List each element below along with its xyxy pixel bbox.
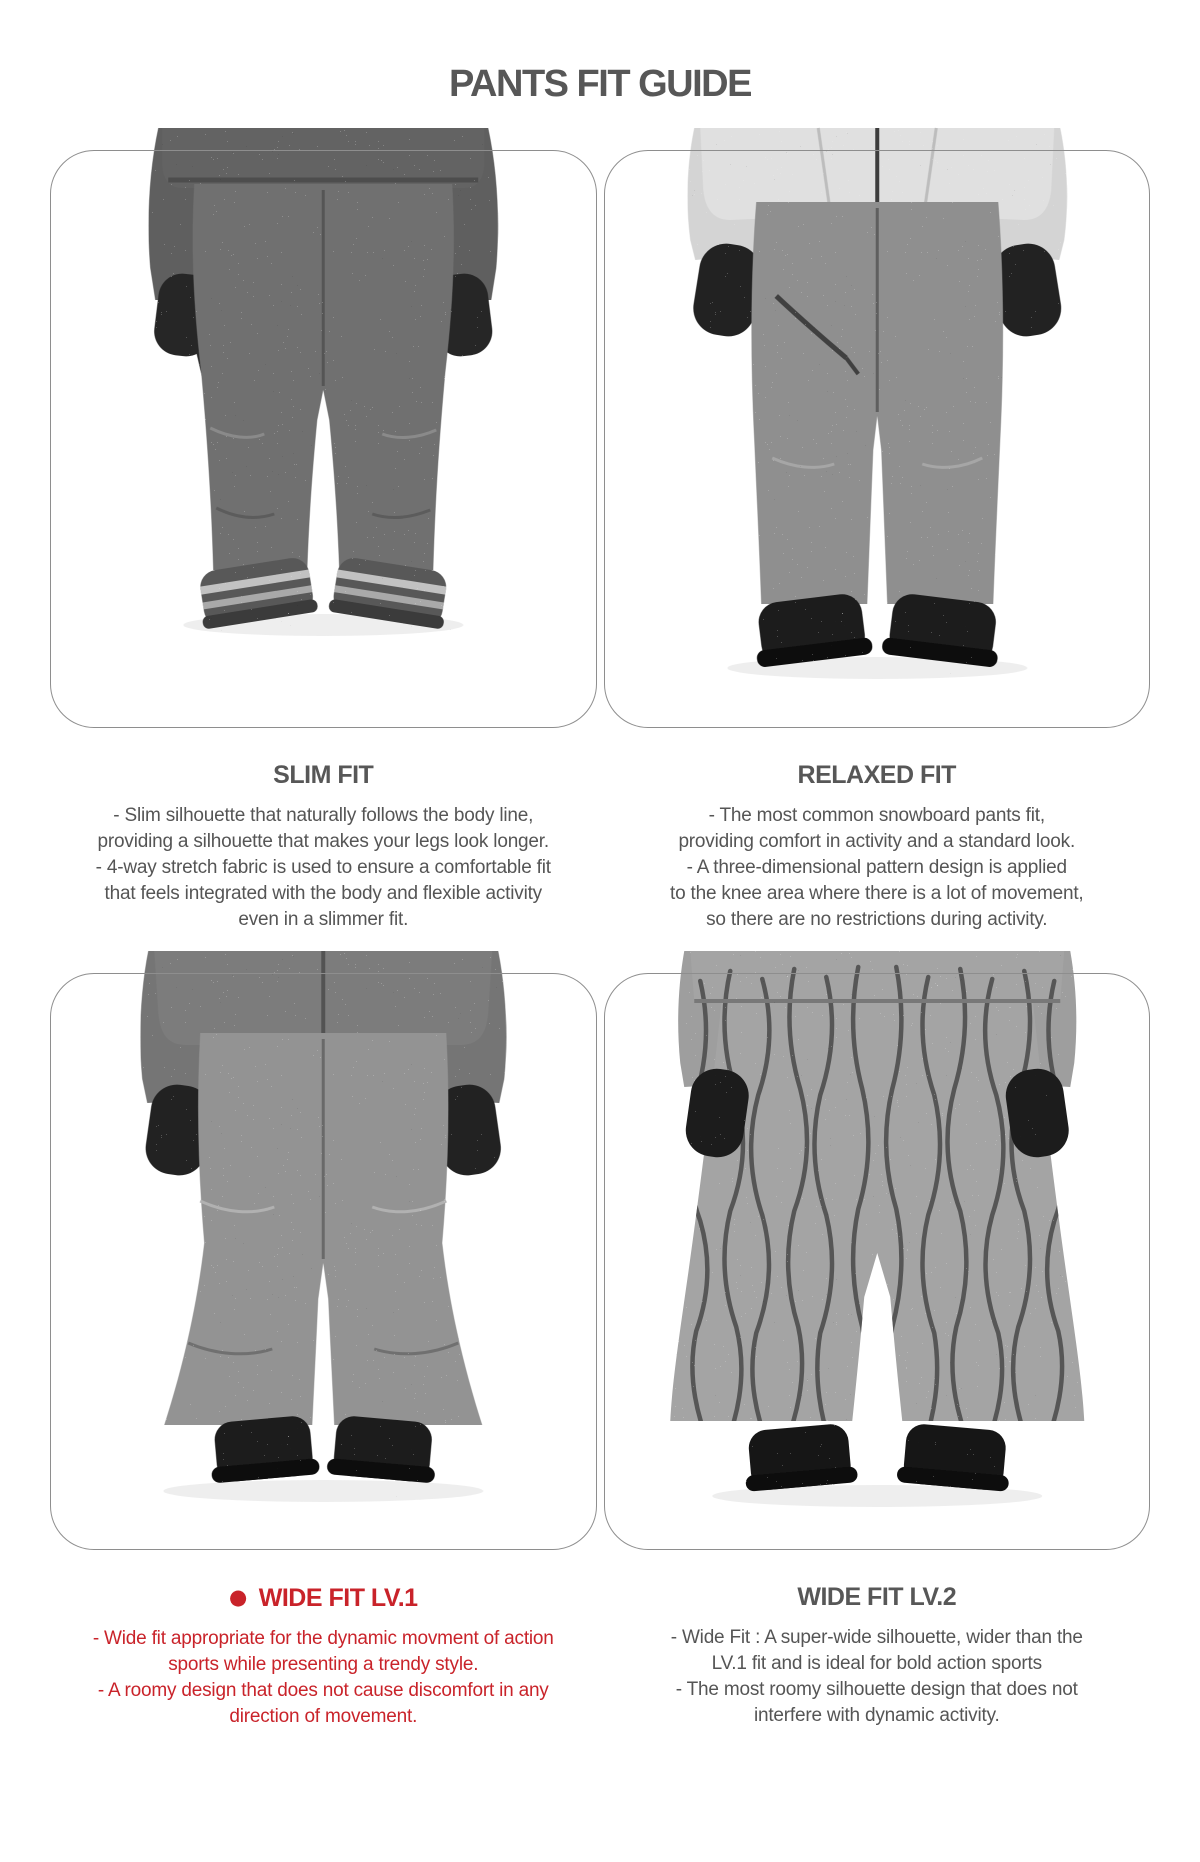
caption-slim-fit — [50, 728, 597, 973]
description-line: - Wide Fit : A super-wide silhouette, wider than the — [670, 1627, 1083, 1648]
description-line: interfere with dynamic activity. — [753, 1705, 1000, 1726]
photo-card-wide-fit-lv2 — [604, 973, 1151, 1550]
description-slim-fit — [50, 803, 597, 933]
wide-fit-lv1-photo — [50, 951, 597, 1551]
slim-pants — [193, 184, 454, 570]
caption-relaxed-fit — [604, 728, 1151, 973]
description-line: sports while presenting a trendy style. — [168, 1654, 479, 1675]
description-line: direction of movement. — [229, 1706, 418, 1727]
relaxed-fit-photo — [604, 128, 1151, 728]
boots — [750, 591, 1004, 668]
boots — [741, 1422, 1013, 1492]
relaxed-pants — [751, 202, 1003, 604]
caption-wide-fit-lv2 — [604, 1550, 1151, 1729]
panel-wide-fit-lv1 — [50, 973, 597, 1730]
wide-pants-lv1 — [164, 1033, 482, 1425]
description-relaxed-fit — [604, 803, 1151, 933]
section-heading-relaxed-fit — [604, 760, 1151, 790]
section-heading-label: SLIM FIT — [273, 761, 374, 789]
description-line: - Slim silhouette that naturally follows the body line, — [113, 805, 534, 826]
photo-card-wide-fit-lv1 — [50, 973, 597, 1550]
section-heading-label: WIDE FIT LV.2 — [797, 1583, 957, 1611]
description-line: that feels integrated with the body and flexible activity — [104, 883, 542, 904]
description-line: - A roomy design that does not cause discomfort in any — [97, 1680, 549, 1701]
page-title: PANTS FIT GUIDE — [449, 63, 751, 105]
description-line: providing a silhouette that makes your legs look longer. — [97, 831, 549, 852]
bullet-icon: ● — [228, 1585, 247, 1609]
section-heading-label: RELAXED FIT — [797, 761, 956, 789]
description-line: so there are no restrictions during activity. — [706, 909, 1048, 930]
description-line: providing comfort in activity and a standard look. — [678, 831, 1076, 852]
description-line: - 4-way stretch fabric is used to ensure a comfortable fit — [95, 857, 551, 878]
slim-fit-photo — [50, 128, 597, 728]
photo-card-slim-fit — [50, 150, 597, 728]
wide-fit-lv2-photo — [604, 951, 1151, 1551]
description-line: LV.1 fit and is ideal for bold action sports — [711, 1653, 1042, 1674]
description-line: to the knee area where there is a lot of movement, — [669, 883, 1084, 904]
description-line: - A three-dimensional pattern design is applied — [686, 857, 1067, 878]
fit-guide-grid — [50, 150, 1150, 1730]
description-line: even in a slimmer fit. — [238, 909, 409, 930]
section-heading-wide-fit-lv1 — [50, 1582, 597, 1613]
description-wide-fit-lv1 — [50, 1626, 597, 1730]
photo-card-relaxed-fit — [604, 150, 1151, 728]
caption-wide-fit-lv1 — [50, 1550, 597, 1730]
section-heading-wide-fit-lv2 — [604, 1582, 1151, 1612]
panel-relaxed-fit — [604, 150, 1151, 973]
boots — [207, 1414, 439, 1483]
panel-wide-fit-lv2 — [604, 973, 1151, 1730]
section-heading-label: WIDE FIT LV.1 — [258, 1584, 418, 1612]
description-line: - Wide fit appropriate for the dynamic movment of action — [92, 1628, 554, 1649]
panel-slim-fit — [50, 150, 597, 973]
section-heading-slim-fit — [50, 760, 597, 790]
description-line: - The most common snowboard pants fit, — [708, 805, 1045, 826]
description-line: - The most roomy silhouette design that does not — [675, 1679, 1078, 1700]
description-wide-fit-lv2 — [604, 1625, 1151, 1729]
